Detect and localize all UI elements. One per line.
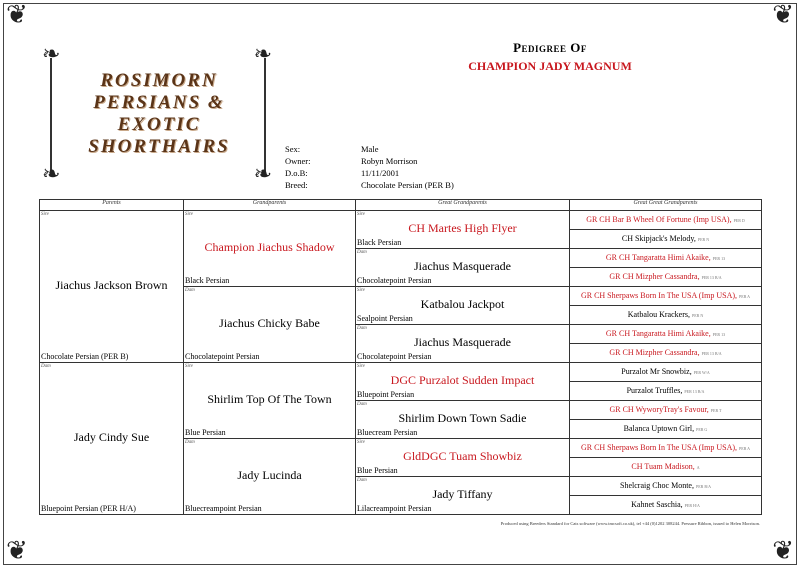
cat-breed: Bluepoint Persian — [357, 390, 415, 399]
info-value: Chocolate Persian (PER B) — [361, 180, 454, 190]
great-great-grandparent-cell: GR CH Tangaratta Himi Akaike, PER 13 — [570, 249, 762, 268]
cat-breed: Black Persian — [357, 238, 402, 247]
grandparent-cell — [184, 211, 356, 287]
swirl-ornament-icon: ❧ — [253, 42, 272, 67]
sire-dam-tag: Dam — [357, 326, 367, 331]
breed-code: PER N — [697, 237, 710, 242]
cat-name: Champion Jiachus Shadow — [204, 240, 335, 254]
info-label: Sex: — [285, 144, 301, 154]
cat-name: GldDGC Tuam Showbiz — [403, 449, 522, 463]
cat-name: Jady Lucinda — [237, 468, 302, 482]
great-grandparent-cell — [356, 401, 570, 439]
swirl-ornament-icon: ❧ — [253, 162, 272, 187]
great-great-grandparent-cell: GR CH Sherpaws Born In The USA (Imp USA), PER A — [570, 287, 762, 306]
cat-breed: Bluecreampoint Persian — [185, 504, 262, 513]
footer-credit: Produced using Breeders Standard for Cats software (www.tmcsoft.co.uk), tel +44 (0)1202 308244. Pressure Ribbon, issued to Helen Morrison. — [500, 521, 760, 526]
sire-dam-tag: Dam — [357, 478, 367, 483]
great-grandparent-cell — [356, 477, 570, 515]
breed-code: PER D — [733, 218, 745, 223]
cattery-logo — [42, 44, 272, 186]
parent-cell — [40, 363, 184, 515]
info-label: Breed: — [285, 180, 308, 190]
grandparent-cell — [184, 287, 356, 363]
great-great-grandparent-cell: GR CH Bar B Wheel Of Fortune (Imp USA), PER D — [570, 211, 762, 230]
sire-dam-tag: Dam — [185, 288, 195, 293]
pedigree-title — [400, 40, 700, 74]
sire-dam-tag: Dam — [41, 364, 51, 369]
sire-dam-tag: Dam — [185, 440, 195, 445]
grandparent-cell — [184, 363, 356, 439]
cat-name: Jiachus Masquerade — [414, 259, 511, 273]
info-value: Male — [361, 144, 379, 154]
breed-code: PER A — [739, 446, 751, 451]
great-great-grandparent-cell: GR CH Mizpher Cassandra, PER 13 B/A — [570, 344, 762, 363]
cat-name: Jady Cindy Sue — [73, 430, 150, 444]
great-great-grandparent-cell: CH Skipjack's Melody, PER N — [570, 230, 762, 249]
cat-name: Shirlim Top Of The Town — [207, 392, 332, 406]
logo-line: ROSIMORN — [100, 70, 218, 91]
great-great-grandparent-cell: Purzalot Mr Snowbiz, PER W/A — [570, 363, 762, 382]
table-row — [40, 211, 762, 230]
info-value: Robyn Morrison — [361, 156, 418, 166]
cat-breed: Chocolatepoint Persian — [185, 352, 260, 361]
breed-code: PER 13 B/A — [684, 389, 705, 394]
cat-name: CH Martes High Flyer — [408, 221, 517, 235]
corner-ornament-icon: ❦ — [6, 536, 28, 566]
header-row — [40, 200, 762, 211]
info-row — [285, 179, 454, 191]
breed-code: PER G — [696, 427, 708, 432]
cat-breed: Blue Persian — [357, 466, 398, 475]
info-label: Owner: — [285, 156, 311, 166]
cat-name: Jiachus Masquerade — [414, 335, 511, 349]
cat-breed: Chocolatepoint Persian — [357, 352, 432, 361]
pedigree-table — [39, 199, 762, 515]
breed-code: A — [696, 465, 700, 470]
swirl-ornament-icon: ❧ — [42, 42, 61, 67]
column-header: Great Great Grandparents — [570, 200, 762, 211]
cat-breed: Bluepoint Persian (PER H/A) — [41, 504, 136, 513]
great-grandparent-cell — [356, 439, 570, 477]
info-row — [285, 167, 454, 179]
title-heading: Pedigree Of — [513, 40, 587, 55]
sire-dam-tag: Dam — [357, 250, 367, 255]
sire-dam-tag: Sire — [185, 212, 193, 217]
great-great-grandparent-cell: GR CH Tangaratta Himi Akaike, PER 13 — [570, 325, 762, 344]
column-header: Great Grandparents — [356, 200, 570, 211]
info-value: 11/11/2001 — [361, 168, 400, 178]
column-header: Parents — [40, 200, 184, 211]
great-great-grandparent-cell: GR CH WyworyTray's Favour, PER T — [570, 401, 762, 420]
breed-code: PER T — [710, 408, 722, 413]
cat-name: CHAMPION JADY MAGNUM — [468, 59, 632, 73]
breed-code: PER 13 B/A — [701, 275, 722, 280]
parent-cell — [40, 211, 184, 363]
cat-breed: Blue Persian — [185, 428, 226, 437]
great-grandparent-cell — [356, 325, 570, 363]
cat-name: Jiachus Chicky Babe — [219, 316, 320, 330]
sire-dam-tag: Sire — [357, 288, 365, 293]
logo-line: SHORTHAIRS — [88, 136, 230, 157]
great-great-grandparent-cell: Balanca Uptown Girl, PER G — [570, 420, 762, 439]
cat-breed: Bluecream Persian — [357, 428, 418, 437]
cat-info — [285, 143, 454, 191]
great-great-grandparent-cell: CH Tuam Madison, A — [570, 458, 762, 477]
corner-ornament-icon: ❦ — [772, 536, 794, 566]
breed-code: PER W/A — [693, 370, 710, 375]
swirl-ornament-icon: ❧ — [42, 162, 61, 187]
great-great-grandparent-cell: Katbalou Krackers, PER N — [570, 306, 762, 325]
cat-breed: Black Persian — [185, 276, 230, 285]
corner-ornament-icon: ❦ — [772, 0, 794, 30]
great-great-grandparent-cell: Kahnet Saschia, PER H/A — [570, 496, 762, 515]
sire-dam-tag: Sire — [357, 212, 365, 217]
grandparent-cell — [184, 439, 356, 515]
great-grandparent-cell — [356, 363, 570, 401]
cat-breed: Chocolate Persian (PER B) — [41, 352, 129, 361]
logo-text — [64, 70, 254, 158]
table-row — [40, 363, 762, 382]
breed-code: PER A — [739, 294, 751, 299]
great-grandparent-cell — [356, 249, 570, 287]
corner-ornament-icon: ❦ — [6, 0, 28, 30]
breed-code: PER 13 B/A — [701, 351, 722, 356]
cat-name: Katbalou Jackpot — [420, 297, 505, 311]
column-header: Grandparents — [184, 200, 356, 211]
cat-name: Jady Tiffany — [432, 487, 493, 501]
sire-dam-tag: Sire — [357, 440, 365, 445]
great-grandparent-cell — [356, 211, 570, 249]
sire-dam-tag: Dam — [357, 402, 367, 407]
great-grandparent-cell — [356, 287, 570, 325]
sire-dam-tag: Sire — [357, 364, 365, 369]
breed-code: PER 13 — [712, 332, 726, 337]
info-row — [285, 155, 454, 167]
info-row — [285, 143, 454, 155]
cat-name: Shirlim Down Town Sadie — [398, 411, 527, 425]
sire-dam-tag: Sire — [185, 364, 193, 369]
breed-code: PER 13 — [712, 256, 726, 261]
great-great-grandparent-cell: Purzalot Truffles, PER 13 B/A — [570, 382, 762, 401]
info-label: D.o.B: — [285, 168, 308, 178]
breed-code: PER N — [691, 313, 704, 318]
great-great-grandparent-cell: GR CH Sherpaws Born In The USA (Imp USA), PER A — [570, 439, 762, 458]
great-great-grandparent-cell: GR CH Mizpher Cassandra, PER 13 B/A — [570, 268, 762, 287]
cat-breed: Sealpoint Persian — [357, 314, 413, 323]
cat-breed: Chocolatepoint Persian — [357, 276, 432, 285]
logo-line: PERSIANS & — [93, 92, 225, 113]
breed-code: PER H/A — [684, 503, 700, 508]
cat-name: DGC Purzalot Sudden Impact — [390, 373, 535, 387]
breed-code: PER B/A — [695, 484, 711, 489]
cat-breed: Lilacreampoint Persian — [357, 504, 432, 513]
logo-line: EXOTIC — [117, 114, 201, 135]
cat-name: Jiachus Jackson Brown — [55, 278, 168, 292]
sire-dam-tag: Sire — [41, 212, 49, 217]
great-great-grandparent-cell: Shelcraig Choc Monte, PER B/A — [570, 477, 762, 496]
